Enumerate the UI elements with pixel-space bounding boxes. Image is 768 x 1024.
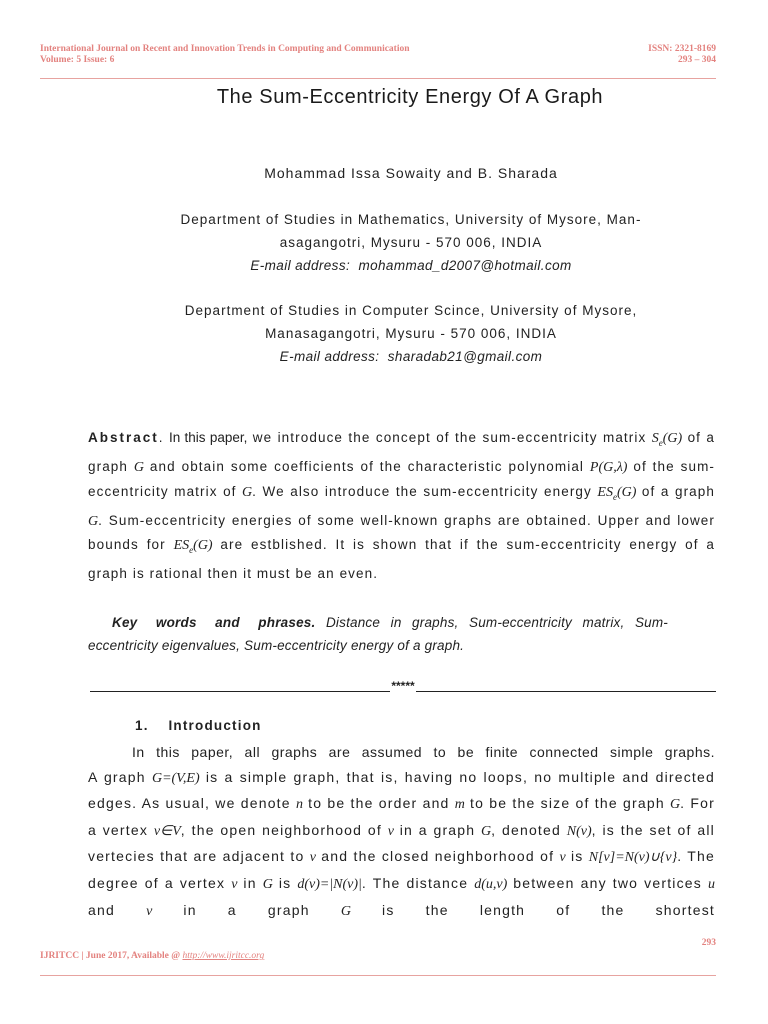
abstract-text: of a graph (88, 430, 716, 475)
math-se-g: $S_e(G)$ (651, 431, 683, 448)
math-g: G (133, 460, 145, 476)
separator-stars: ***** (391, 679, 415, 693)
keywords-label: Key words and phrases. (112, 615, 316, 630)
math-v: v (146, 903, 153, 919)
math-g: G (242, 484, 253, 500)
section-heading-introduction: 1. Introduction (135, 718, 262, 733)
keywords-text: Distance in graphs, Sum-eccentricity matrix, Sum-eccentricity eigenvalues, Sum-eccentricity energy of a graph. (88, 615, 668, 653)
journal-header (40, 44, 410, 66)
abstract-text: we introduce the concept of the sum-eccentricity matrix (252, 430, 647, 445)
math-degree: d(v)=|N(v)| (297, 876, 362, 892)
header-rule (40, 78, 716, 79)
issn-header (648, 44, 716, 66)
affiliation-1-line-1: Department of Studies in Mathematics, University of Mysore, Man- (180, 212, 642, 227)
math-v: v (309, 850, 316, 866)
math-open-neighborhood: N(v) (566, 823, 592, 839)
math-ese-g: $ES_e(G)$ (597, 484, 637, 502)
math-m: m (454, 797, 465, 813)
math-g: G (340, 903, 351, 919)
abstract-text: of a graph (641, 483, 715, 499)
journal-website-link[interactable]: http://www.ijritcc.org (182, 951, 265, 961)
separator-line-right (416, 678, 716, 692)
journal-name: International Journal on Recent and Innovation Trends in Computing and Communication (40, 44, 410, 54)
keywords (88, 611, 668, 657)
affiliation-1-line-2: asagangotri, Mysuru - 570 006, INDIA (279, 235, 543, 250)
separator-line-left (90, 678, 390, 692)
math-n: n (295, 797, 303, 813)
abstract-lead: In this paper, (169, 430, 248, 445)
math-graph-def: G=(V,E) (151, 770, 200, 786)
paper-title: The Sum-Eccentricity Energy Of A Graph (216, 86, 604, 108)
math-g: G (669, 797, 681, 813)
math-v: v (559, 850, 566, 866)
math-v: v (231, 876, 238, 892)
math-g: G (88, 513, 99, 529)
journal-volume: Volume: 5 Issue: 6 (40, 55, 115, 65)
page-range: 293 – 304 (678, 55, 716, 65)
journal-footer (40, 951, 264, 961)
affiliation-1-email-line (0, 254, 768, 277)
issn: ISSN: 2321-8169 (648, 44, 716, 54)
math-v-in-v: v∈V (153, 823, 181, 839)
math-closed-neighborhood: N[v]=N(v)∪{v} (588, 850, 678, 866)
abstract-label: Abstract (88, 430, 159, 445)
abstract: Abstract. In this paper, we introduce the concept of the sum-eccentricity matrix $S_e(G)$ of a graph G and obtain some coefficients of the characteristic polynomial P(G,λ) of the sum-eccentricity matrix of G. We also introduce the sum-eccentricity energy $ES_e(G)$ of a graph G. Sum-eccentricity energies of some well-known graphs are obtained. Upper and lower bounds for $ES_e(G)$ are estblished. It is shown that if the sum-eccentricity energy of a graph is rational then it must be an even. (88, 430, 716, 582)
email-label: E-mail address: (250, 258, 351, 273)
math-v: v (387, 823, 394, 839)
math-distance: d(u,v) (474, 876, 508, 892)
abstract-text: of the sum-eccentricity matrix of (88, 459, 716, 499)
abstract-text: . Sum-eccentricity energies of some well-known graphs are obtained. Upper and lower bounds for (88, 512, 715, 553)
footer-rule (40, 975, 716, 976)
section-separator (90, 678, 716, 692)
affiliation-2-line-1: Department of Studies in Computer Scince, University of Mysore, (184, 303, 638, 318)
math-g: G (262, 876, 273, 892)
math-g: G (481, 823, 492, 839)
math-polynomial: P(G,λ) (589, 460, 628, 476)
affiliation-2 (0, 299, 768, 368)
page-number: 293 (701, 938, 716, 948)
affiliation-2-email-line (0, 345, 768, 368)
math-ese-g: $ES_e(G)$ (173, 538, 213, 556)
email-address[interactable]: sharadab21@gmail.com (387, 349, 543, 364)
abstract-text: and obtain some coefficients of the characteristic polynomial (149, 459, 585, 475)
affiliation-2-line-2: Manasagangotri, Mysuru - 570 006, INDIA (265, 326, 557, 341)
abstract-text: are estblished. It is shown that if the sum-eccentricity energy of a graph is rational then it must be an even. (88, 537, 716, 582)
footer-text: IJRITCC | June 2017, Available @ (40, 951, 181, 961)
affiliation-1 (0, 208, 768, 277)
abstract-text: . We also introduce the sum-eccentricity energy (252, 483, 592, 499)
paper-authors: Mohammad Issa Sowaity and B. Sharada (264, 165, 558, 181)
math-u: u (707, 876, 715, 892)
introduction-text: In this paper, all graphs are assumed to be finite connected simple graphs. A graph G=(V,E) is a simple graph, that is, having no loops, no multiple and directed edges. As usual, we denote n to be the order and m to be the size of the graph G. For a vertex v∈V, the open neighborhood of v in a graph G, denoted N(v), is the set of all vertecies that are adjacent to v and the closed neighborhood of v is N[v]=N(v)∪{v}. The degree of a vertex v in G is d(v)=|N(v)|. The distance d(u,v) between any two vertices u and v in a graph G is the length of the shortest (88, 740, 715, 924)
email-label: E-mail address: (279, 349, 380, 364)
email-address[interactable]: mohammad_d2007@hotmail.com (358, 258, 572, 273)
intro-first-line: In this paper, all graphs are assumed to be finite connected simple graphs. (132, 744, 715, 760)
